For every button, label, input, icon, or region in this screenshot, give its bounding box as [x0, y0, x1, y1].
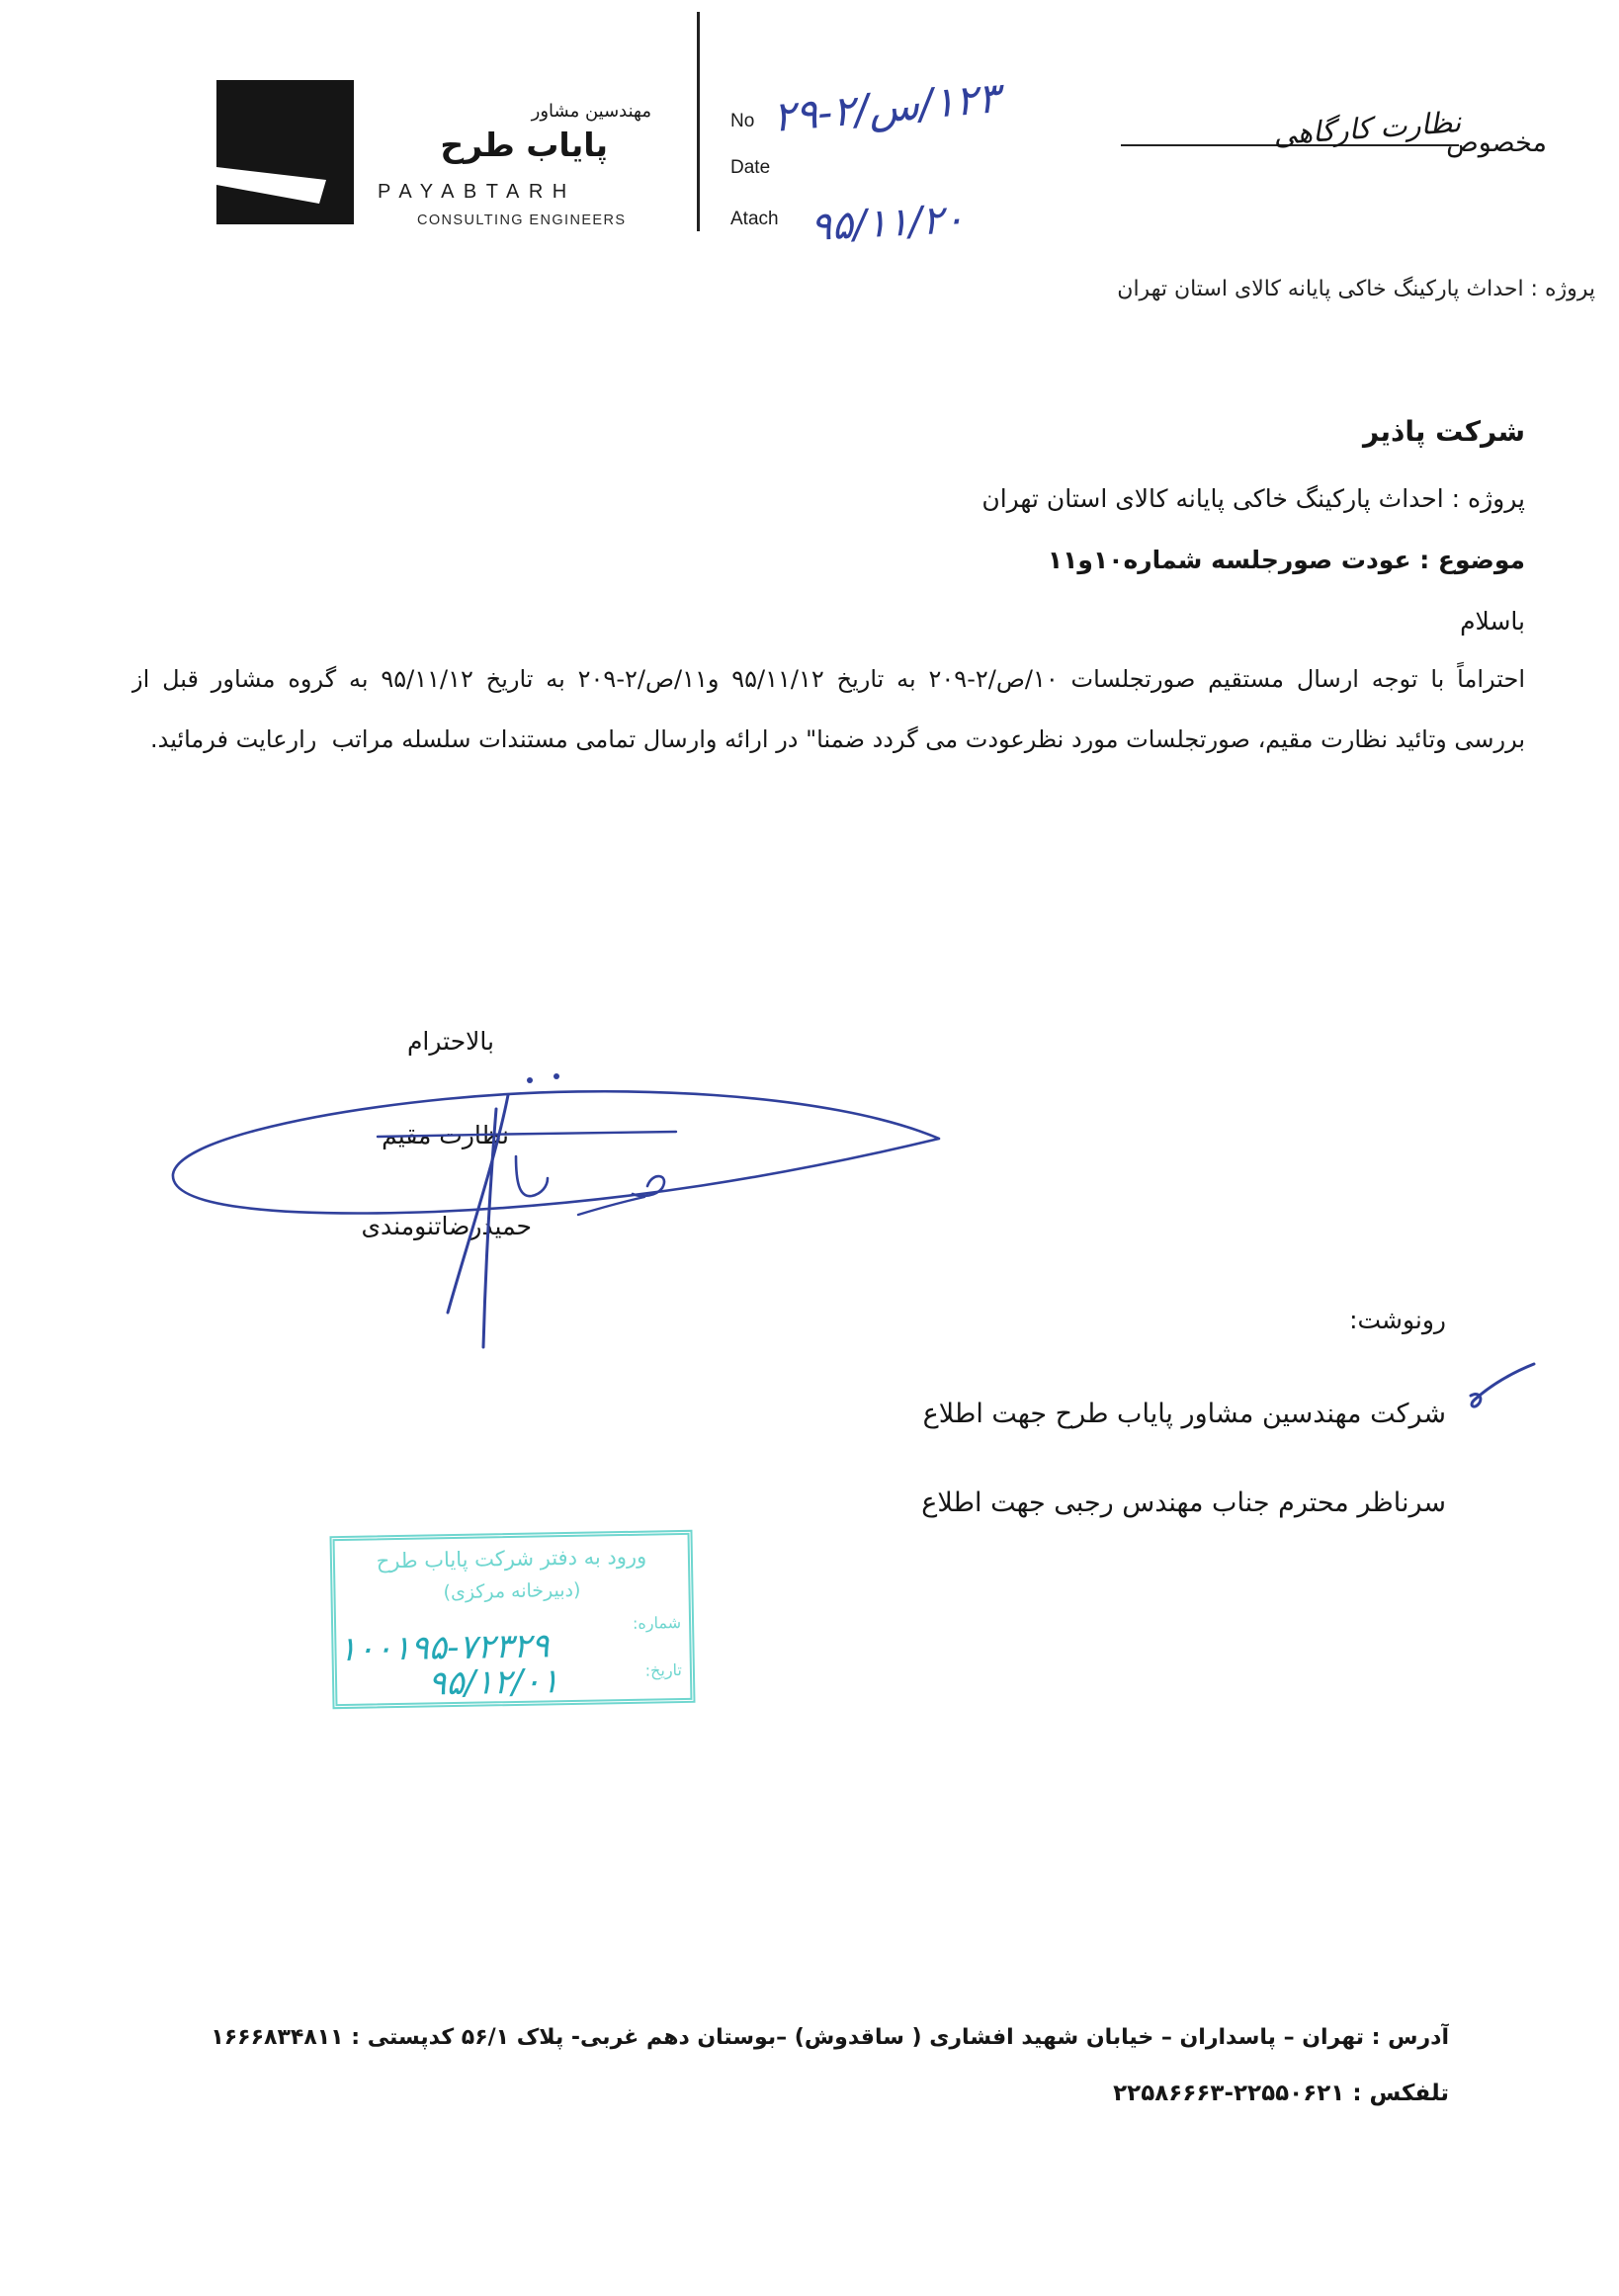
signer-name: حمیدرضاتنومندی	[361, 1212, 532, 1240]
letter-project: پروژه : احداث پارکینگ خاکی پایانه کالای استان تهران	[981, 484, 1525, 513]
header-divider	[697, 12, 700, 231]
signature-loop	[173, 1091, 939, 1213]
receipt-stamp	[330, 1530, 696, 1709]
recipient: شرکت پاذیر	[1363, 415, 1525, 448]
logo-name: پایاب طرح	[440, 126, 608, 164]
signer-role: نظارت مقیم	[382, 1121, 509, 1149]
stamp-number-label: شماره:	[632, 1613, 682, 1633]
signature-hook	[516, 1156, 548, 1196]
check-mark-icon	[1453, 1356, 1544, 1419]
cc-item: شرکت مهندسین مشاور پایاب طرح جهت اطلاع	[922, 1399, 1446, 1429]
letter-number-handwritten: ۲۹-۲/س/۱۲۳	[770, 73, 1002, 141]
stamp-date-label: تاریخ:	[644, 1660, 683, 1680]
signature-stroke	[448, 1095, 508, 1313]
footer-telefax: تلفکس : ۲۲۵۵۰۶۲۱-۲۲۵۸۶۶۶۳	[1113, 2081, 1449, 2106]
stamp-number-handwritten: ۱۰۰۱۹۵-۷۲۳۲۹	[338, 1626, 550, 1670]
stamp-title: ورود به دفتر شرکت پایاب طرح	[376, 1544, 647, 1573]
cc-item: سرناظر محترم جناب مهندس رجبی جهت اطلاع	[921, 1488, 1446, 1518]
logo-subtitle: مهندسین مشاور	[531, 101, 651, 122]
letter-date-handwritten: ۹۵/۱۱/۲۰	[809, 196, 966, 250]
greeting: باسلام	[1460, 607, 1525, 636]
classification-value: نظارت کارگاهی	[1272, 105, 1463, 152]
handwritten-signature	[148, 1048, 959, 1364]
logo-tagline: CONSULTING ENGINEERS	[417, 213, 627, 228]
closing: بالاحترام	[406, 1027, 494, 1056]
body-line: بررسی وتائید نظارت مقیم، صورتجلسات مورد نظرعودت می گردد ضمنا" در ارائه وارسال تمامی مستندات سلسله مراتب رارعایت فرمائید.	[149, 725, 1525, 753]
classification-label: مخصوص	[1446, 128, 1547, 158]
body-line: احتراماً با توجه ارسال مستقیم صورتجلسات ۱۰/ص/۲-۲۰۹ به تاریخ ۹۵/۱۱/۱۲ و۱۱/ص/۲-۲۰۹ به تاریخ ۹۵/۱۱/۱۲ به گروه مشاور قبل از	[131, 665, 1525, 693]
cc-label: رونوشت:	[1349, 1306, 1446, 1334]
header-project: پروژه : احداث پارکینگ خاکی پایانه کالای استان تهران	[1117, 277, 1595, 301]
signature-dot	[527, 1077, 533, 1083]
number-label: No	[730, 111, 755, 131]
signature-stroke	[483, 1109, 496, 1347]
attachment-label: Atach	[730, 209, 779, 229]
signature-underline	[378, 1132, 676, 1137]
date-label: Date	[730, 157, 771, 178]
logo-name-latin: PAYABTARH	[378, 181, 576, 203]
stamp-date-handwritten: ۹۵/۱۲/۰۱	[427, 1661, 559, 1704]
footer-address: آدرس : تهران – پاسداران – خیابان شهید افشاری ( ساقدوش) –بوستان دهم غربی- پلاک ۵۶/۱ کدپستی : ۱۶۶۶۸۳۴۸۱۱	[211, 2025, 1449, 2050]
stamp-subtitle: (دبیرخانه مرکزی)	[443, 1578, 581, 1604]
logo-mark-icon	[216, 80, 354, 224]
signature-dot	[554, 1073, 559, 1079]
letter-subject: موضوع : عودت صورجلسه شماره۱۰و۱۱	[1047, 546, 1525, 574]
